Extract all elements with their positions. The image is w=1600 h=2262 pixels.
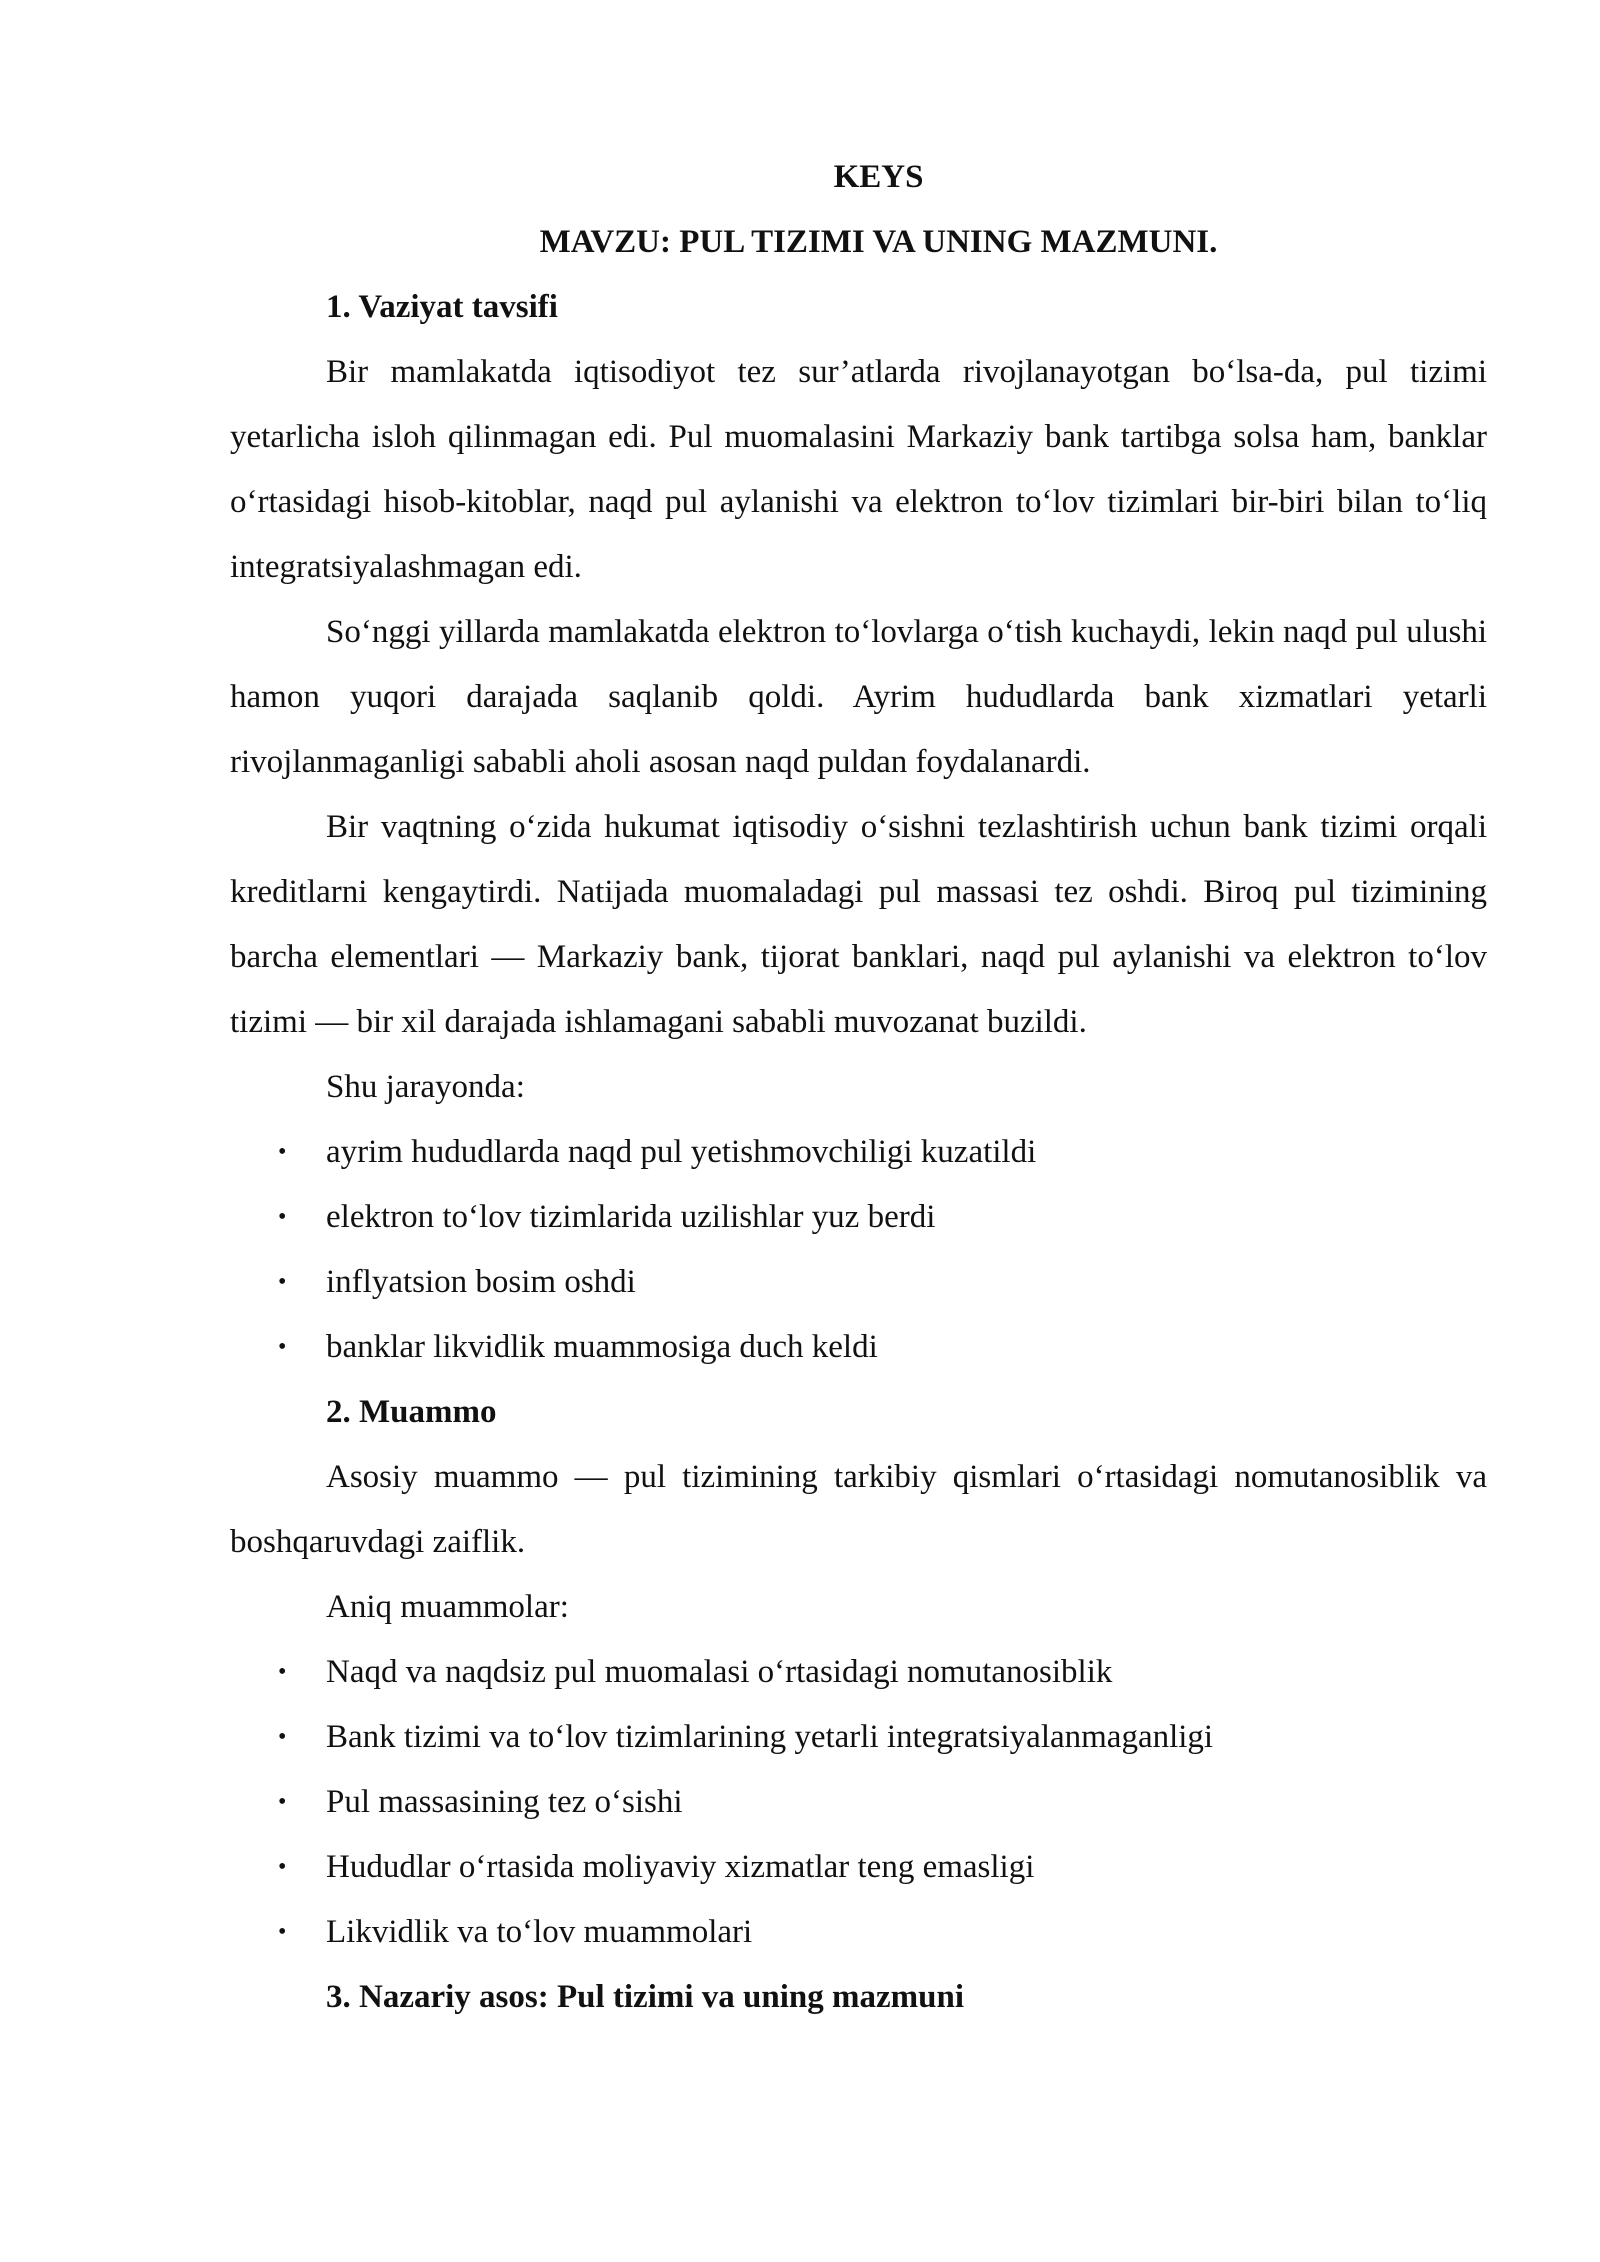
list-item	[230, 1770, 1487, 1835]
section-1-paragraph-3: Bir vaqtning o‘zida hukumat iqtisodiy o‘sishni tezlashtirish uchun bank tizimi orqali kreditlarni kengaytirdi. Natijada muomaladagi pul massasi tez oshdi. Biroq pul tizimining barcha elementlari — Markaziy bank, tijorat banklari, naqd pul aylanishi va elektron to‘lov tizimi — bir xil darajada ishlamagani sababli muvozanat buzildi.	[230, 809, 1487, 1040]
section-1-paragraph-2: So‘nggi yillarda mamlakatda elektron to‘lovlarga o‘tish kuchaydi, lekin naqd pul ulushi hamon yuqori darajada saqlanib qoldi. Ayrim hududlarda bank xizmatlari yetarli rivojlanmaganligi sababli aholi asosan naqd puldan foydalanardi.	[230, 614, 1487, 780]
list-item	[230, 1640, 1487, 1705]
bullet-icon: •	[278, 1854, 287, 1880]
section-2-bullet-list	[230, 1640, 1487, 1965]
bullet-icon: •	[278, 1919, 287, 1945]
section-2-paragraph-1: Asosiy muammo — pul tizimining tarkibiy qismlari o‘rtasidagi nomutanosiblik va boshqaruvdagi zaiflik.	[230, 1459, 1487, 1560]
list-item-text: banklar likvidlik muammosiga duch keldi	[326, 1329, 878, 1365]
list-item	[230, 1185, 1487, 1250]
list-item	[230, 1315, 1487, 1380]
list-item	[230, 1120, 1487, 1185]
section-3-heading: 3. Nazariy asos: Pul tizimi va uning mazmuni	[326, 1979, 965, 2015]
section-1-bullet-list	[230, 1120, 1487, 1380]
section-1-heading: 1. Vaziyat tavsifi	[326, 289, 558, 325]
list-item	[230, 1250, 1487, 1315]
bullet-icon: •	[278, 1139, 287, 1165]
list-item-text: inflyatsion bosim oshdi	[326, 1264, 636, 1300]
section-1-paragraph-1: Bir mamlakatda iqtisodiyot tez sur’atlarda rivojlanayotgan bo‘lsa-da, pul tizimi yetarlicha isloh qilinmagan edi. Pul muomalasini Markaziy bank tartibga solsa ham, banklar o‘rtasidagi hisob-kitoblar, naqd pul aylanishi va elektron to‘lov tizimlari bir-biri bilan to‘liq integratsiyalashmagan edi.	[230, 354, 1487, 585]
document-title: KEYS	[833, 159, 924, 195]
list-item-text: elektron to‘lov tizimlarida uzilishlar yuz berdi	[326, 1199, 936, 1235]
list-item-text: Bank tizimi va to‘lov tizimlarining yetarli integratsiyalanmaganligi	[326, 1719, 1214, 1755]
document-page	[230, 145, 1487, 2030]
bullet-icon: •	[278, 1334, 287, 1360]
list-item-text: Hududlar o‘rtasida moliyaviy xizmatlar teng emasligi	[326, 1849, 1035, 1885]
document-body	[230, 145, 1487, 2030]
section-1-lead: Shu jarayonda:	[326, 1069, 525, 1105]
list-item-text: Pul massasining tez o‘sishi	[326, 1784, 683, 1820]
list-item	[230, 1705, 1487, 1770]
document-subtitle: MAVZU: PUL TIZIMI VA UNING MAZMUNI.	[539, 224, 1218, 260]
list-item-text: Naqd va naqdsiz pul muomalasi o‘rtasidagi nomutanosiblik	[326, 1654, 1113, 1690]
list-item-text: ayrim hududlarda naqd pul yetishmovchiligi kuzatildi	[326, 1134, 1037, 1170]
list-item	[230, 1835, 1487, 1900]
bullet-icon: •	[278, 1659, 287, 1685]
section-2-lead: Aniq muammolar:	[326, 1589, 569, 1625]
bullet-icon: •	[278, 1269, 287, 1295]
bullet-icon: •	[278, 1724, 287, 1750]
bullet-icon: •	[278, 1204, 287, 1230]
bullet-icon: •	[278, 1789, 287, 1815]
list-item-text: Likvidlik va to‘lov muammolari	[326, 1914, 753, 1950]
list-item	[230, 1900, 1487, 1965]
section-2-heading: 2. Muammo	[326, 1394, 497, 1430]
